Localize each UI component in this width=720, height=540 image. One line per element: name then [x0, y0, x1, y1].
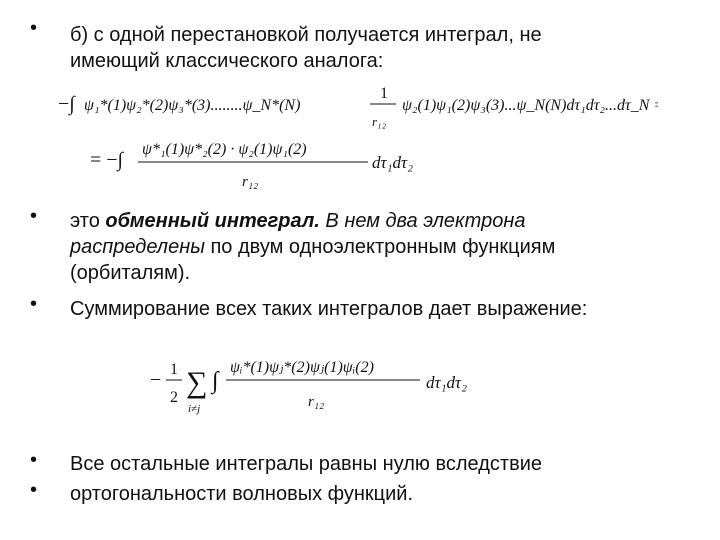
bullet-dot-3: •	[30, 293, 38, 315]
formula-lead: −∫	[58, 93, 75, 115]
text-span: В нем два электрона	[319, 210, 526, 232]
paragraph-other-integrals: Все остальные интегралы равны нулю вследствие	[70, 453, 542, 475]
text-line	[70, 234, 700, 260]
formula-tail: dτ₁dτ₂	[372, 153, 413, 172]
formula-numerator: ψ*₁(1)ψ*₂(2) · ψ₂(1)ψ₁(2)	[142, 141, 307, 158]
paragraph-orthogonality: ортогональности волновых функций.	[70, 483, 414, 505]
text-span: распределены	[70, 236, 205, 258]
formula-numerator: ψᵢ*(1)ψⱼ*(2)ψⱼ(1)ψᵢ(2)	[230, 359, 374, 376]
text-line: б) с одной перестановкой получается интеграл, не	[70, 24, 542, 46]
formula-svg	[150, 346, 510, 422]
formula-summed-exchange	[150, 346, 510, 427]
formula-exchange-integral-1	[58, 78, 658, 139]
sum-subscript: i≠j	[188, 403, 201, 415]
formula-right-terms: ψ₂(1)ψ₁(2)ψ₃(3)...ψ_N(N)dτ₁dτ₂...dτ_N =	[402, 97, 658, 114]
formula-numerator: 1	[380, 85, 388, 102]
paragraph-permutation	[70, 22, 700, 74]
bullet-dot-1: •	[30, 17, 38, 39]
paragraph-summation: Суммирование всех таких интегралов дает выражение:	[70, 298, 588, 320]
half-numerator: 1	[170, 361, 178, 378]
formula-denominator: r₁₂	[308, 394, 325, 410]
formula-tail: dτ₁dτ₂	[426, 373, 467, 392]
formula-exchange-integral-2	[90, 132, 490, 199]
formula-left-terms: ψ₁*(1)ψ₂*(2)ψ₃*(3)........ψ_N*(N)	[84, 97, 301, 114]
text-span: это	[70, 210, 106, 232]
formula-svg	[90, 132, 490, 194]
bullet-dot-4: •	[30, 449, 38, 471]
term-exchange-integral: обменный интеграл.	[105, 210, 320, 232]
formula-svg	[58, 78, 658, 134]
text-line: (орбиталям).	[70, 262, 191, 284]
text-line: имеющий классического аналога:	[70, 50, 384, 72]
integral-symbol: ∫	[212, 368, 219, 394]
formula-lead: = −∫	[90, 149, 124, 171]
paragraph-exchange-definition	[70, 208, 700, 286]
formula-denominator: r₁₂	[242, 174, 259, 190]
bullet-dot-5: •	[30, 479, 38, 501]
bullet-dot-2: •	[30, 205, 38, 227]
sum-symbol: ∑	[186, 366, 208, 399]
formula-denominator: r₁₂	[372, 114, 387, 129]
text-line	[70, 208, 700, 234]
formula-lead: −	[150, 369, 162, 391]
text-span: по двум одноэлектронным функциям	[204, 236, 556, 258]
half-denominator: 2	[170, 389, 178, 406]
